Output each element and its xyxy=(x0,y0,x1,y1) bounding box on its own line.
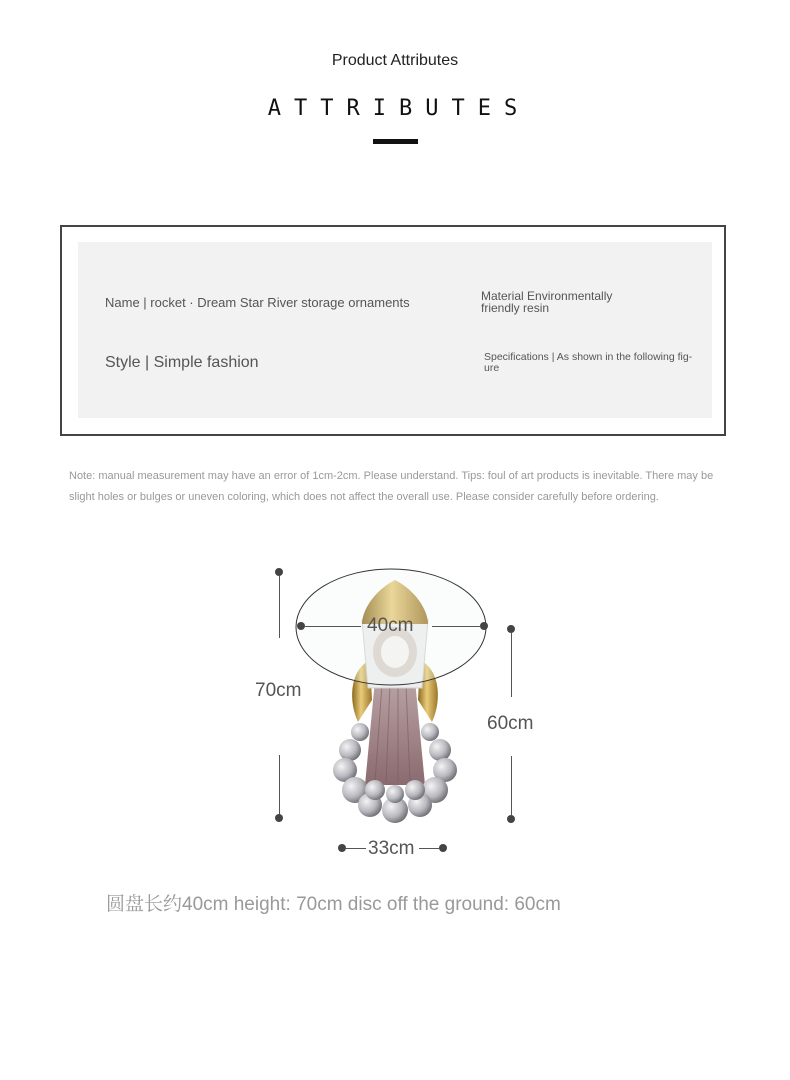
height-bottom-dot xyxy=(275,814,283,822)
attr-style: Style | Simple fashion xyxy=(105,354,259,371)
disc-height-line-upper xyxy=(511,633,512,697)
total-height-label: 70cm xyxy=(255,680,302,701)
base-right-dot xyxy=(439,844,447,852)
attr-spec-line1: Specifications | As shown in the following fig- xyxy=(484,351,693,363)
attributes-panel xyxy=(78,242,712,418)
disc-height-top-dot xyxy=(507,625,515,633)
height-line-lower xyxy=(279,755,280,815)
base-left-dot xyxy=(338,844,346,852)
disc-height-line-lower xyxy=(511,756,512,815)
base-line-left xyxy=(346,848,366,849)
section-heading: ATTRIBUTES xyxy=(267,96,531,121)
attr-material-line2: friendly resin xyxy=(481,301,550,315)
section-subtitle: Product Attributes xyxy=(331,52,459,69)
attr-spec-line2: ure xyxy=(484,362,500,374)
attr-name: Name | rocket · Dream Star River storage ornaments xyxy=(105,295,410,310)
height-line-upper xyxy=(279,576,280,638)
rocket-table-image xyxy=(290,560,500,830)
disc-height-label: 60cm xyxy=(487,713,534,734)
heading-underline xyxy=(373,139,418,144)
diameter-left-dot xyxy=(297,622,305,630)
attr-material-line1: Material Environmentally xyxy=(481,289,613,303)
measurement-note: Note: manual measurement may have an error of 1cm-2cm. Please understand. Tips: foul of art products is inevitable. There may be slight holes or bulges or uneven coloring, which does not affect the overall use. Please consider carefully before ordering. xyxy=(69,470,714,503)
height-top-dot xyxy=(275,568,283,576)
diameter-line-left xyxy=(305,626,361,627)
disc-height-bottom-dot xyxy=(507,815,515,823)
base-width-label: 33cm xyxy=(368,838,415,859)
attr-specifications xyxy=(484,352,692,374)
dimension-caption: 圆盘长约40cm height: 70cm disc off the ground: 60cm xyxy=(106,894,561,915)
diameter-right-dot xyxy=(480,622,488,630)
diameter-line-right xyxy=(432,626,480,627)
top-diameter-label: 40cm xyxy=(367,615,414,636)
attr-material xyxy=(481,290,612,314)
base-line-right xyxy=(419,848,439,849)
